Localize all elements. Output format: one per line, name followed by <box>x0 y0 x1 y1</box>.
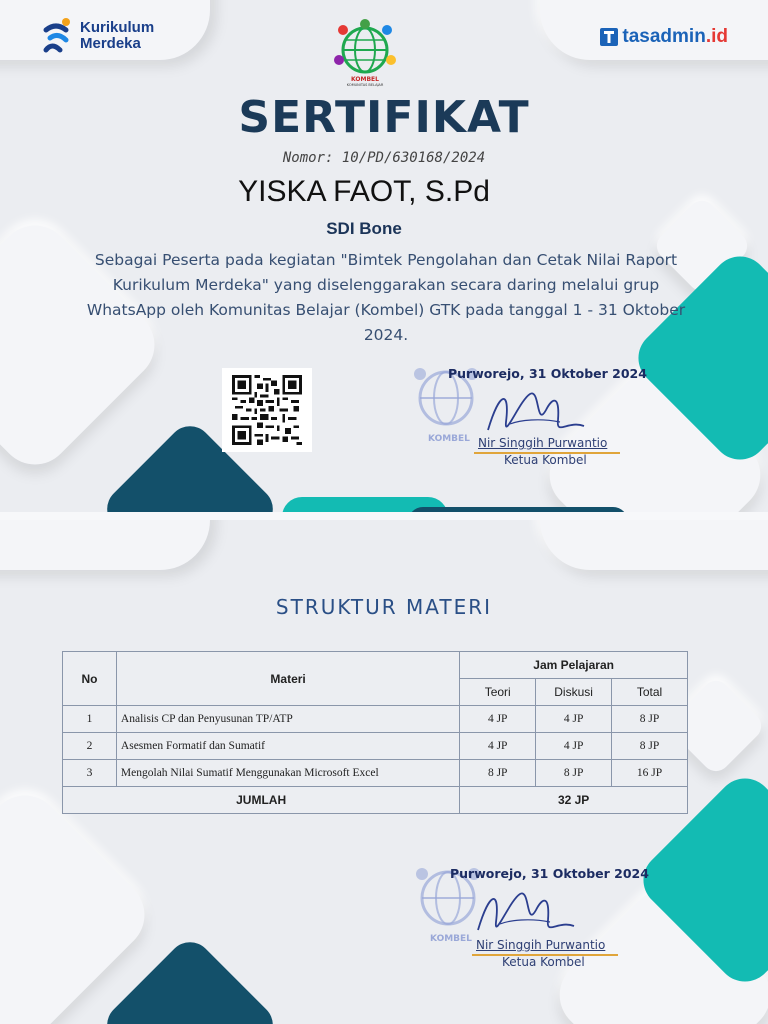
header-teori: Teori <box>460 679 536 706</box>
row-total: 8 JP <box>612 733 688 760</box>
recipient-school: SDI Bone <box>326 219 402 238</box>
jumlah-value: 32 JP <box>460 787 688 814</box>
row-diskusi: 8 JP <box>536 760 612 787</box>
stamp-label: KOMBEL <box>428 434 470 444</box>
header-no: No <box>63 652 117 706</box>
row-materi: Asesmen Formatif dan Sumatif <box>116 733 459 760</box>
table-row <box>63 706 688 733</box>
signature-block <box>410 862 650 972</box>
tasadmin-text: tasadmin <box>622 26 706 47</box>
tasadmin-suffix: .id <box>705 26 728 47</box>
header-diskusi: Diskusi <box>536 679 612 706</box>
logo-line2: Merdeka <box>80 35 141 52</box>
header-total: Total <box>612 679 688 706</box>
materi-table <box>62 651 688 814</box>
row-teori: 8 JP <box>460 760 536 787</box>
deco-panel <box>540 520 768 570</box>
qr-code <box>222 368 312 452</box>
table-row <box>63 760 688 787</box>
jumlah-label: JUMLAH <box>63 787 460 814</box>
row-no: 3 <box>63 760 117 787</box>
kurikulum-merdeka-logo <box>42 16 154 56</box>
kurikulum-merdeka-icon <box>42 16 74 56</box>
header-materi: Materi <box>116 652 459 706</box>
row-no: 2 <box>63 733 117 760</box>
tasadmin-icon <box>599 27 619 47</box>
kombel-logo <box>330 18 400 90</box>
row-teori: 4 JP <box>460 706 536 733</box>
signer-name: Nir Singgih Purwantio <box>476 938 606 952</box>
table-footer-row <box>63 787 688 814</box>
signer-role: Ketua Kombel <box>504 453 587 467</box>
table-row <box>63 733 688 760</box>
row-no: 1 <box>63 706 117 733</box>
signer-role: Ketua Kombel <box>502 955 585 969</box>
qr-code-icon <box>232 374 302 446</box>
row-materi: Analisis CP dan Penyusunan TP/ATP <box>116 706 459 733</box>
recipient-name: YISKA FAOT, S.Pd <box>238 175 490 208</box>
row-diskusi: 4 JP <box>536 733 612 760</box>
row-diskusi: 4 JP <box>536 706 612 733</box>
logo-line1: Kurikulum <box>80 19 155 36</box>
certificate-title: SERTIFIKAT <box>238 92 530 143</box>
certificate-number: Nomor: 10/PD/630168/2024 <box>282 150 486 166</box>
signature-block <box>408 362 648 472</box>
stamp-label: KOMBEL <box>430 934 472 944</box>
header-jam-pelajaran: Jam Pelajaran <box>460 652 688 679</box>
row-materi: Mengolah Nilai Sumatif Menggunakan Microsoft Excel <box>116 760 459 787</box>
signature-place-date: Purworejo, 31 Oktober 2024 <box>450 866 649 881</box>
row-teori: 4 JP <box>460 733 536 760</box>
row-total: 8 JP <box>612 706 688 733</box>
kombel-logo-label: KOMBEL <box>351 76 379 83</box>
signer-name: Nir Singgih Purwantio <box>478 436 608 450</box>
deco-panel <box>0 520 210 570</box>
tasadmin-logo <box>599 26 728 48</box>
structure-title: STRUKTUR MATERI <box>275 595 493 619</box>
certificate-description: Sebagai Peserta pada kegiatan "Bimtek Pengolahan dan Cetak Nilai Raport Kurikulum Merdeka" yang diselenggarakan secara daring melalui grup WhatsApp oleh Komunitas Belajar (Kombel) GTK pada tanggal 1 - 31 Oktober 2024. <box>86 251 686 344</box>
kombel-logo-sublabel: KOMUNITAS BELAJAR <box>346 83 384 87</box>
row-total: 16 JP <box>612 760 688 787</box>
signature-place-date: Purworejo, 31 Oktober 2024 <box>448 366 647 381</box>
